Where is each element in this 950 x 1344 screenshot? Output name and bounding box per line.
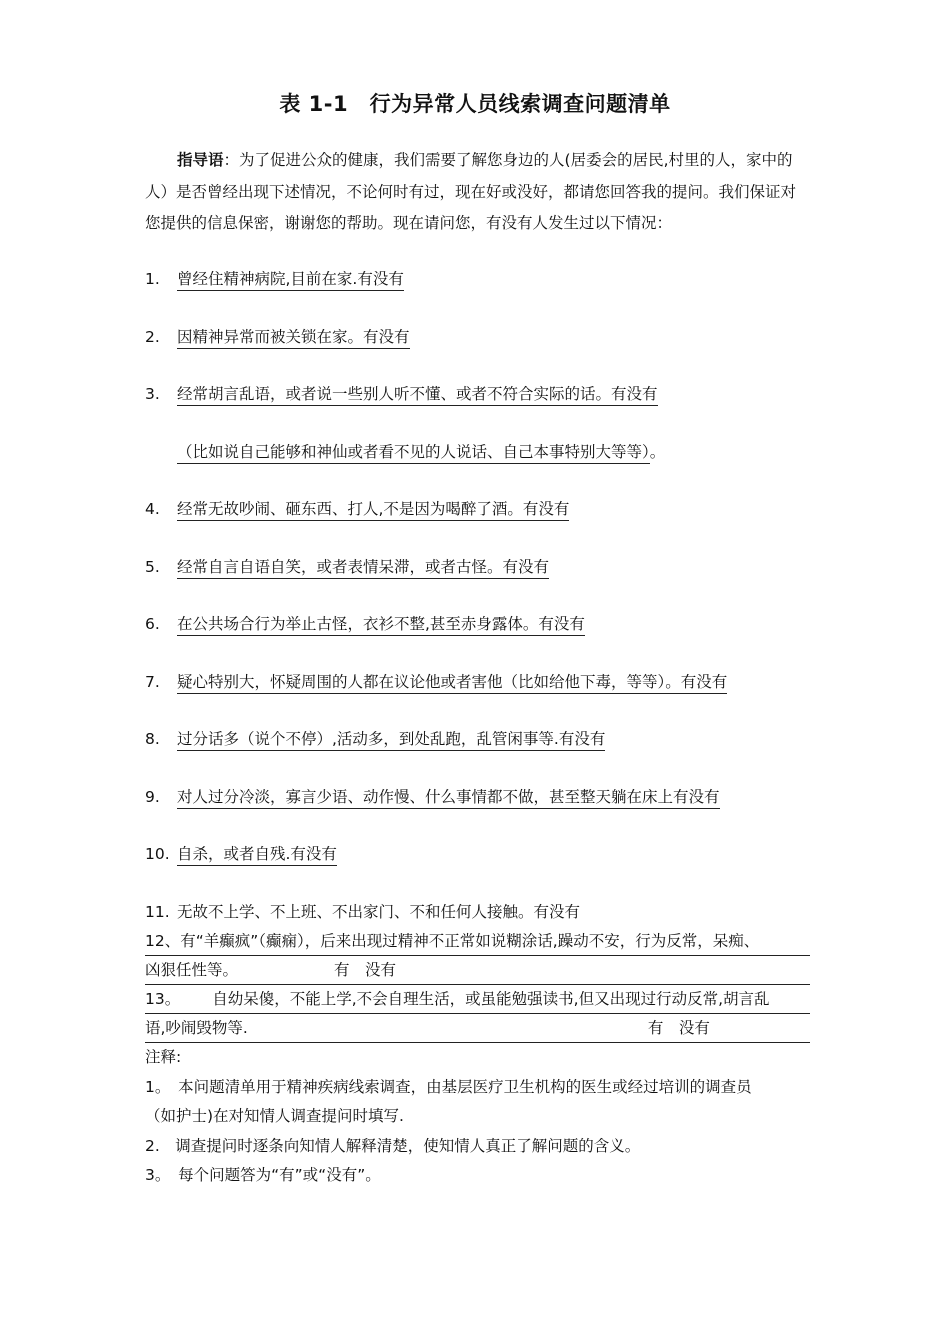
question-item xyxy=(145,383,810,405)
note-1: 1。 本问题清单用于精神疾病线索调查，由基层医疗卫生机构的医生或经过培训的调查员 xyxy=(145,1077,752,1096)
question-text: （比如说自己能够和神仙或者看不见的人说话、自己本事特别大等等） xyxy=(177,443,650,464)
question-12-text: 凶狠任性等。 xyxy=(145,961,239,979)
question-text: 无故不上学、不上班、不出家门、不和任何人接触。有没有 xyxy=(177,903,581,921)
question-13-number: 13。 xyxy=(145,990,181,1008)
question-item xyxy=(145,498,810,520)
intro-paragraph xyxy=(145,145,810,240)
question-13-answer: 有 没有 xyxy=(647,1019,710,1037)
intro-label: 指导语 xyxy=(177,151,224,169)
question-number: 10. xyxy=(145,845,170,863)
question-item xyxy=(145,268,810,290)
question-item xyxy=(145,556,810,578)
question-12-line-2 xyxy=(145,956,810,985)
question-13-line-1 xyxy=(145,985,810,1014)
question-text: 自杀，或者自残.有没有 xyxy=(177,845,337,866)
question-number: 11. xyxy=(145,903,170,921)
question-number: 8. xyxy=(145,730,160,748)
question-text: 经常无故吵闹、砸东西、打人,不是因为喝醉了酒。有没有 xyxy=(177,500,569,521)
question-text: 经常胡言乱语，或者说一些别人听不懂、或者不符合实际的话。有没有 xyxy=(177,385,658,406)
question-number: 5. xyxy=(145,558,160,576)
question-item xyxy=(145,843,810,865)
notes-heading: 注释: xyxy=(145,1048,182,1066)
note-3: 3。 每个问题答为“有”或“没有”。 xyxy=(145,1166,381,1184)
question-item xyxy=(145,671,810,693)
question-3-example xyxy=(177,441,665,463)
intro-text: ：为了促进公众的健康，我们需要了解您身边的人(居委会的居民,村里的人，家中的人）是否曾经出现下述情况，不论何时有过，现在好或没好，都请您回答我的提问。我们保证对您提供的信息保密，谢谢您的帮助。现在请问您，有没有人发生过以下情况： xyxy=(145,151,797,232)
question-13-text-cont: 语,吵闹毁物等. xyxy=(145,1019,248,1037)
document-title: 表 1-1 行为异常人员线索调查问题清单 xyxy=(279,92,671,116)
question-13 xyxy=(145,985,810,1043)
question-item xyxy=(145,901,810,923)
question-item xyxy=(145,728,810,750)
question-number: 3. xyxy=(145,385,160,403)
question-text: 疑心特别大，怀疑周围的人都在议论他或者害他（比如给他下毒，等等）。有没有 xyxy=(177,673,727,694)
question-number: 9. xyxy=(145,788,160,806)
question-text: 曾经住精神病院,目前在家.有没有 xyxy=(177,270,404,291)
question-item xyxy=(145,786,810,808)
question-number: 2. xyxy=(145,328,160,346)
question-12-answer: 有 没有 xyxy=(334,961,397,979)
question-number: 7. xyxy=(145,673,160,691)
question-text: 因精神异常而被关锁在家。有没有 xyxy=(177,328,410,349)
question-12-line-1: 12、有“羊癫疯”（癫痫），后来出现过精神不正常如说糊涂话,躁动不安，行为反常，呆痴、 xyxy=(145,927,810,956)
question-item xyxy=(145,613,810,635)
question-13-text: 自幼呆傻，不能上学,不会自理生活，或虽能勉强读书,但又出现过行动反常,胡言乱 xyxy=(212,990,770,1008)
question-number: 6. xyxy=(145,615,160,633)
question-text: 过分话多（说个不停）,活动多，到处乱跑，乱管闲事等.有没有 xyxy=(177,730,605,751)
notes-section xyxy=(145,1043,813,1191)
note-1-cont: （如护士)在对知情人调查提问时填写. xyxy=(145,1107,404,1125)
question-number: 1. xyxy=(145,270,160,288)
question-text: 经常自言自语自笑，或者表情呆滞，或者古怪。有没有 xyxy=(177,558,549,579)
note-2: 2. 调查提问时逐条向知情人解释清楚，使知情人真正了解问题的含义。 xyxy=(145,1136,641,1155)
question-item xyxy=(145,326,810,348)
question-number: 4. xyxy=(145,500,160,518)
question-text: 对人过分冷淡，寡言少语、动作慢、什么事情都不做，甚至整天躺在床上有没有 xyxy=(177,788,720,809)
question-tail: 。 xyxy=(649,443,666,461)
question-12 xyxy=(145,927,810,985)
question-text: 在公共场合行为举止古怪，衣衫不整,甚至赤身露体。有没有 xyxy=(177,615,585,636)
question-13-line-2 xyxy=(145,1014,810,1043)
